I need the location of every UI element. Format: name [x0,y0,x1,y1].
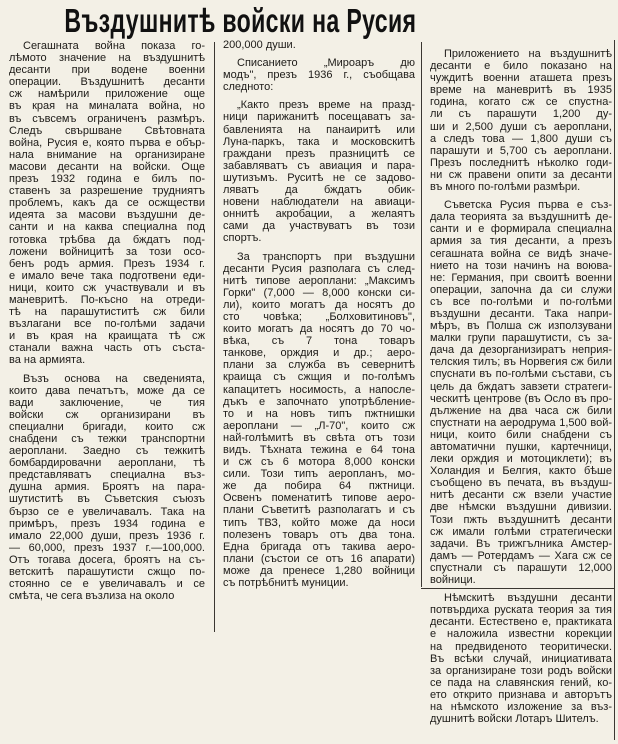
text-line: цель да бждатъ завзети стратеги- [430,380,612,393]
text-line: аероплани — „Л-70", които сж [223,419,415,432]
paragraph [9,373,205,603]
text-line: и сж съ 6 мотора 8,000 конски [223,456,415,469]
text-line: бенъ родъ армия. Презъ 1934 г. [9,257,205,270]
text-line: Нѣмскитѣ въздушни десанти [444,592,612,605]
text-line: аероплани. Заедно съ тежкитѣ [9,445,205,458]
text-line: потвърдиха руската теория за тия [430,604,612,617]
paragraph [223,57,415,93]
text-line: десанти при водене военни [9,64,205,77]
text-line: ли), които могатъ да носятъ до [223,298,415,311]
text-line: операции. Въздушнитѣ десанти [9,76,205,89]
text-line: ници, които били снабдени съ [430,428,612,441]
text-line: масови десанти на войски. Още [9,160,205,173]
text-line: войници. [430,574,476,587]
text-line: дала теорията за въздушнитѣ де- [430,211,612,224]
text-line: може да пренесе 1,280 войници [223,564,415,577]
text-line: оннитѣ акробации, а желаятъ [223,208,415,221]
text-line: За транспортъ при въздушни [237,250,415,263]
text-line: санти и на каква специална под [9,221,205,234]
text-line: лѣмото значение на въздушнитѣ [9,52,205,65]
text-line: Освенъ поменатитѣ типове аеро- [223,492,415,505]
text-line: сж намѣрили приложение още [9,88,205,101]
article-title-text: Въздушнитѣ войски на Русия [64,2,416,39]
text-line: нието на този начинъ на воюва- [430,259,612,272]
text-line: плани Съветитѣ разполагатъ и съ [223,504,415,517]
text-line: 200,000 души. [223,39,296,51]
text-line: и въ края на краищата тѣ сж [9,330,205,343]
column-divider [614,40,615,740]
text-line: войски сж организирани въ [9,408,205,421]
text-line: новени наблюдатели на авиаци- [223,196,415,209]
text-line: дъкъ е започнато употрѣбление- [223,395,415,408]
text-line: година, когато сж се спустна- [430,96,612,109]
text-line: съ все по-голѣми и по-голѣми [430,295,612,308]
text-line: се пада на славянския гений, ко- [430,676,612,689]
text-line: дамъ — Ротердамъ — Хага сж се [430,549,612,562]
text-line: Възъ основа на сведенията, [23,372,205,385]
column-divider [421,42,422,587]
text-line: типъ ТВЗ, който може да носи [223,516,415,529]
text-line: примѣръ, презъ 1934 година е [9,517,205,530]
text-line: специални бригади, които сж [9,420,205,433]
text-line: е наложила известни корекции [430,628,612,641]
text-line: Списанието „Мироаръ дю [237,57,415,70]
text-line: спортъ. [223,232,262,245]
text-line: снабдени съ тежки транспортни [9,433,205,445]
section-divider [421,588,615,589]
text-line: краища съ сжщия и по-голѣмъ [223,371,415,384]
text-line: въ много по-голѣми размѣри. [430,181,581,194]
text-line: ници, които сж участвували и въ [9,281,205,294]
text-line: Презъ последнитѣ нѣколко годи- [430,156,612,169]
text-line: танкове, орждия и др.; аеро- [223,347,415,360]
text-line: стоянно се е увеличавалъ и се [9,578,205,591]
text-line: маневритѣ. По-късно на отреди- [9,293,205,306]
text-line: малки групи парашутисти, съ за- [430,332,612,345]
text-line: Следъ свършване Свѣтовната [9,124,205,137]
paragraph [223,99,415,244]
text-line: шутизъмъ. Руситѣ не се задово- [223,171,415,184]
text-line: презъ 1932 година е билъ по- [9,173,205,186]
text-line: спустнати на аеродрума 1,500 вой- [430,416,612,429]
text-line: а следъ това — 1,800 души съ [430,132,612,145]
column-right [430,48,612,731]
text-line: ни сж правени опити за десанти [430,168,612,181]
text-line: станали важна часть отъ съста- [9,342,205,355]
article-title [60,2,420,40]
text-line: Сегашната война показа го- [23,40,205,52]
text-line: възлагани все по-голѣми задачи [9,318,205,331]
paragraph [223,39,415,51]
text-line: парашути и 5,700 съ аероплани. [430,144,612,157]
text-line: шутиститѣ въ Съветския съюзъ [9,493,205,506]
text-line: санти и е формирала специална [430,223,612,236]
text-line: ето открито признава и авторътъ [430,688,612,701]
paragraph [223,251,415,590]
text-line: нала внимание на организиране [9,148,205,161]
text-line: автоматични пушки, картечници, [430,441,612,453]
text-line: следното: [223,81,274,94]
text-line: душнитѣ войски Лотаръ Шителъ. [430,713,599,726]
text-line: десанти е било показано на [430,60,612,73]
text-line: операции, започна да си служи [430,283,612,296]
text-line: две нѣмски въздушни дивизии. [430,501,612,514]
text-line: ложени войницитѣ за този осо- [9,245,205,258]
text-line: най-голѣмитѣ въ свѣта отъ този [223,431,415,444]
text-line: представляватъ специална въз- [9,469,205,482]
text-line: Въ всѣки случай, инициативата [430,652,612,665]
text-line: въздушни десанти. Така напри- [430,307,612,320]
text-line: Приложението на въздушнитѣ [444,48,612,60]
text-line: ставенъ за разрешение трудниятъ [9,185,205,198]
text-line: плани за служба въ севернитѣ [223,359,415,372]
text-line: Горки" (7,000 — 8,000 конски си- [223,286,415,299]
text-line: война, Русия е, която първа е обър- [9,136,205,149]
text-line: Една бригада отъ такива аеро- [223,540,415,553]
text-line: съ потрѣбнитѣ муниции. [223,577,349,590]
text-line: бомбардировачни аероплани, тѣ [9,457,205,470]
paragraph [9,40,205,367]
text-line: проблемъ, какъ да се осжществи [9,197,205,210]
text-line: за организиране този родъ войски [430,664,612,677]
text-line: ческитѣ центрове (въ Осло въ про- [430,392,612,405]
text-line: забавляватъ съ авиация и пара- [223,159,415,172]
text-line: имало 22,000 души, презъ 1936 г. [9,529,205,542]
text-line: спустнали съ парашути 12,000 [430,561,612,574]
text-line: десанти Русия разполага съ след- [223,262,415,275]
text-line: душна армия. Броятъ на пара- [9,481,205,494]
text-line: модъ", презъ 1936 г., съобщава [223,69,415,82]
text-line: време на маневритѣ въ 1935 [430,84,612,97]
text-line: ва на армията. [9,354,86,367]
text-line: бавленията на панаиритѣ или [223,123,415,136]
paragraph [430,592,612,725]
text-line: же да побира 64 пжтници. [223,480,415,493]
text-line: сегашната война се видѣ значе- [430,247,612,260]
text-line: въ съвсемъ ограниченъ размѣръ. [9,112,205,125]
text-line: граждани презъ празницитѣ се [223,147,415,160]
text-line: задачи. Въ трижгълника Амстер- [430,537,612,550]
text-line: вѣка, съ 7 тона товаръ [223,335,415,348]
text-line: дача да дезорганизиратъ неприя- [430,344,612,357]
text-line: на предвиденото теоритически. [430,640,612,653]
text-line: готовка трѣбва да бждатъ под- [9,233,205,246]
column-left [9,40,205,608]
text-line: смѣта, че сега възлиза на около [9,590,175,603]
text-line: Отъ тогава досега, броятъ на съ- [9,553,205,566]
text-line: Луна-паркъ, така и московскитѣ [223,135,415,148]
text-line: дължение на два часа сж били [430,404,612,417]
text-line: ветскитѣ парашутисти сжщо по- [9,566,205,579]
text-line: бързо се е увеличавалъ. Така на [9,505,205,518]
text-line: леки орждия и мотоциклети); въ [430,453,612,466]
text-line: чуждитѣ военни аташета презъ [430,72,612,85]
text-line: ници парижанитѣ посещаватъ за- [223,111,415,124]
text-line: е имало вече така подготвени еди- [9,269,205,282]
text-line: нитѣ десанти сж взели участие [430,489,612,502]
column-middle [223,39,415,595]
paragraph [430,199,612,586]
text-line: ли съ парашути 1,200 ду- [430,108,612,121]
text-line: въ края на миналата война, но [9,100,205,113]
text-line: полезенъ товаръ отъ два тона. [223,528,415,541]
text-line: Холандия и Белгия, както бѣше [430,465,612,478]
text-line: спуснати въ по-голѣми състави, съ [430,368,612,381]
text-line: които дава печатътъ, може да се [9,384,205,397]
text-line: ляватъ да бждатъ обик- [223,184,415,197]
text-line: не: Германия, при своитѣ военни [430,271,612,284]
text-line: сто човѣка; „Болховитиновъ", [223,310,415,323]
text-line: вади заключение, че тия [9,396,205,409]
text-line: сили. Този типъ аеропланъ, мо- [223,468,415,481]
paragraph [430,48,612,193]
text-line: Съветска Русия първа е съз- [444,199,612,212]
text-line: плани (състои се отъ 16 апарати) [223,552,415,565]
text-line: нитѣ типове аероплани: „Максимъ [223,274,415,287]
text-line: телския тилъ; въ Норвегия сж били [430,356,612,369]
text-line: които могатъ да носятъ до 70 чо- [223,323,415,336]
text-line: ши и 2,500 души съ аероплани, [430,120,612,133]
text-line: капацитетъ носимость, а напосле- [223,383,415,396]
text-line: сами да участвуватъ въ този [223,220,415,233]
text-line: идеята за масови въздушни де- [9,209,205,222]
text-line: сж имали голѣми стратегически [430,525,612,538]
text-line: армия за тия десанти, а презъ [430,235,612,248]
text-line: тѣ на парашутиститѣ сж били [9,306,205,319]
text-line: десанти. Естествено е, практиката [430,616,612,629]
text-line: видъ. Тѣхната тежина е 64 тона [223,444,415,456]
text-line: Този пжть въздушнитѣ десанти [430,513,612,526]
text-line: на нѣмското изложение за въз- [430,700,612,713]
text-line: то и на новъ типъ пжтнишки [223,407,415,420]
text-line: съобщено въ печата, въ въздуш- [430,477,612,490]
column-divider [214,42,215,632]
text-line: мѣръ, въ Полша сж използувани [430,320,612,333]
text-line: „Както презъ време на празд- [237,99,415,112]
text-line: — 60,000, презъ 1937 г.—100,000. [9,541,205,554]
